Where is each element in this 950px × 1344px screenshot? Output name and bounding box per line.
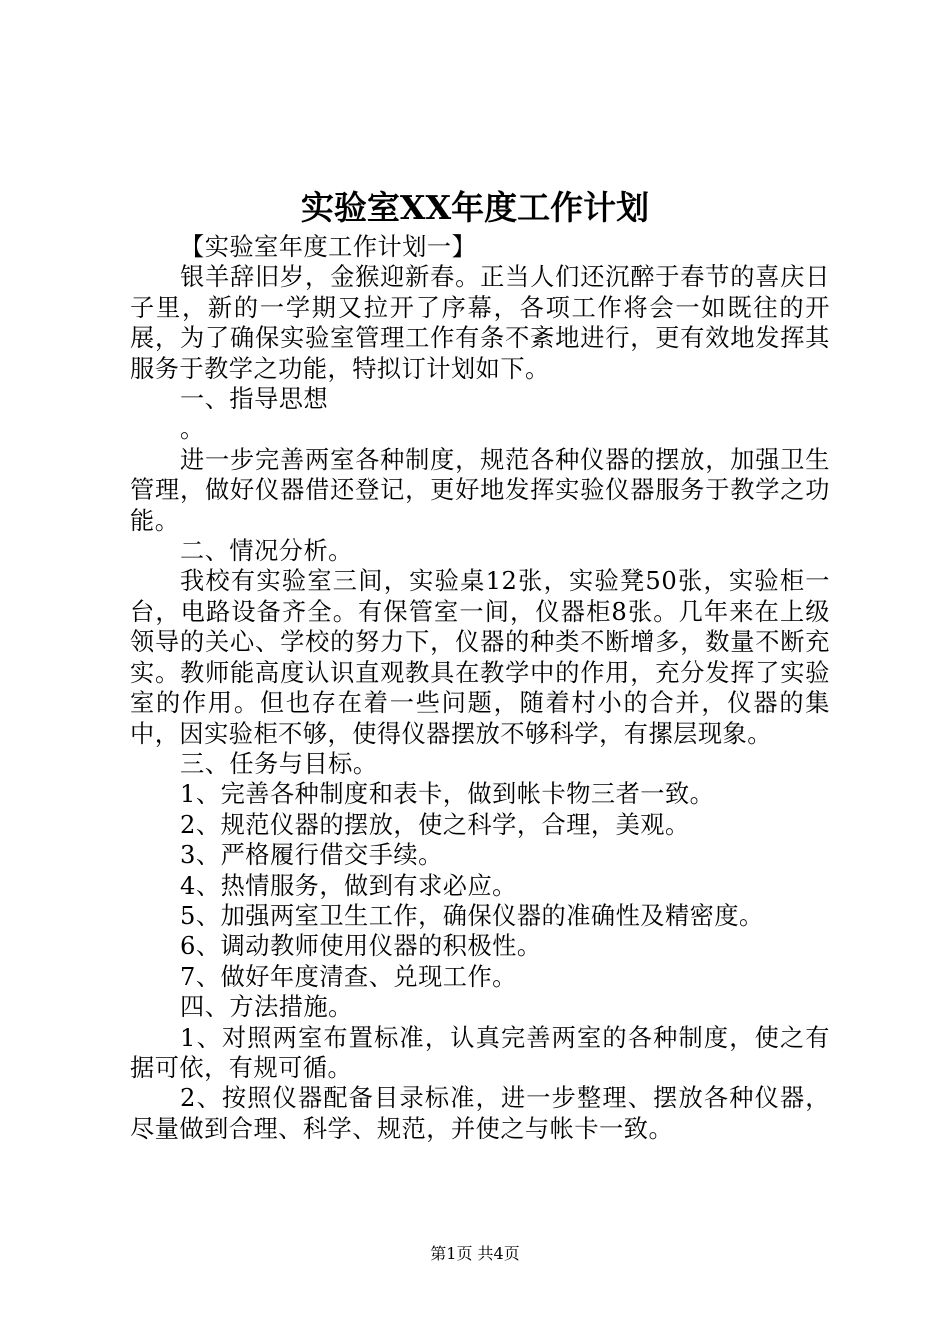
section-heading: 一、指导思想 xyxy=(180,385,329,414)
list-item: 4、热情服务，做到有求必应。 xyxy=(180,871,517,900)
paragraph: 进一步完善两室各种制度，规范各种仪器的摆放，加强卫生管理，做好仪器借还登记，更好地发挥实验仪器服务于教学之功能。 xyxy=(130,445,830,535)
page-footer: 第1页 共4页 xyxy=(430,1244,520,1263)
section-heading: 四、方法措施。 xyxy=(180,993,353,1022)
paragraph: 。 xyxy=(180,415,205,444)
list-item: 5、加强两室卫生工作，确保仪器的准确性及精密度。 xyxy=(180,901,764,930)
paragraph: 我校有实验室三间，实验桌12张，实验凳50张，实验柜一台，电路设备齐全。有保管室一间，仪器柜8张。几年来在上级领导的关心、学校的努力下，仪器的种类不断增多，数量不断充实。教师能高度认识直观教具在教学中的作用，充分发挥了实验室的作用。但也存在着一些问题，随着村小的合并，仪器的集中，因实验柜不够，使得仪器摆放不够科学，有摞层现象。 xyxy=(130,567,830,748)
list-item: 7、做好年度清查、兑现工作。 xyxy=(180,962,517,991)
list-item: 1、对照两室布置标准，认真完善两室的各种制度，使之有据可依，有规可循。 xyxy=(130,1023,830,1082)
paragraph: 【实验室年度工作计划一】 xyxy=(180,233,477,261)
paragraph: 银羊辞旧岁，金猴迎新春。正当人们还沉醉于春节的喜庆日子里，新的一学期又拉开了序幕，各项工作将会一如既往的开展，为了确保实验室管理工作有条不紊地进行，更有效地发挥其服务于教学之功能，特拟订计划如下。 xyxy=(130,263,830,383)
list-item: 3、严格履行借交手续。 xyxy=(180,841,443,870)
document-title: 实验室XX年度工作计划 xyxy=(300,188,650,227)
list-item: 2、规范仪器的摆放，使之科学，合理，美观。 xyxy=(180,810,690,839)
list-item: 6、调动教师使用仪器的积极性。 xyxy=(180,932,542,961)
list-item: 1、完善各种制度和表卡，做到帐卡物三者一致。 xyxy=(180,780,715,809)
section-heading: 三、任务与目标。 xyxy=(180,749,378,778)
document-body xyxy=(130,232,830,1144)
list-item: 2、按照仪器配备目录标准，进一步整理、摆放各种仪器，尽量做到合理、科学、规范，并使之与帐卡一致。 xyxy=(130,1084,830,1143)
section-heading: 二、情况分析。 xyxy=(180,537,353,566)
